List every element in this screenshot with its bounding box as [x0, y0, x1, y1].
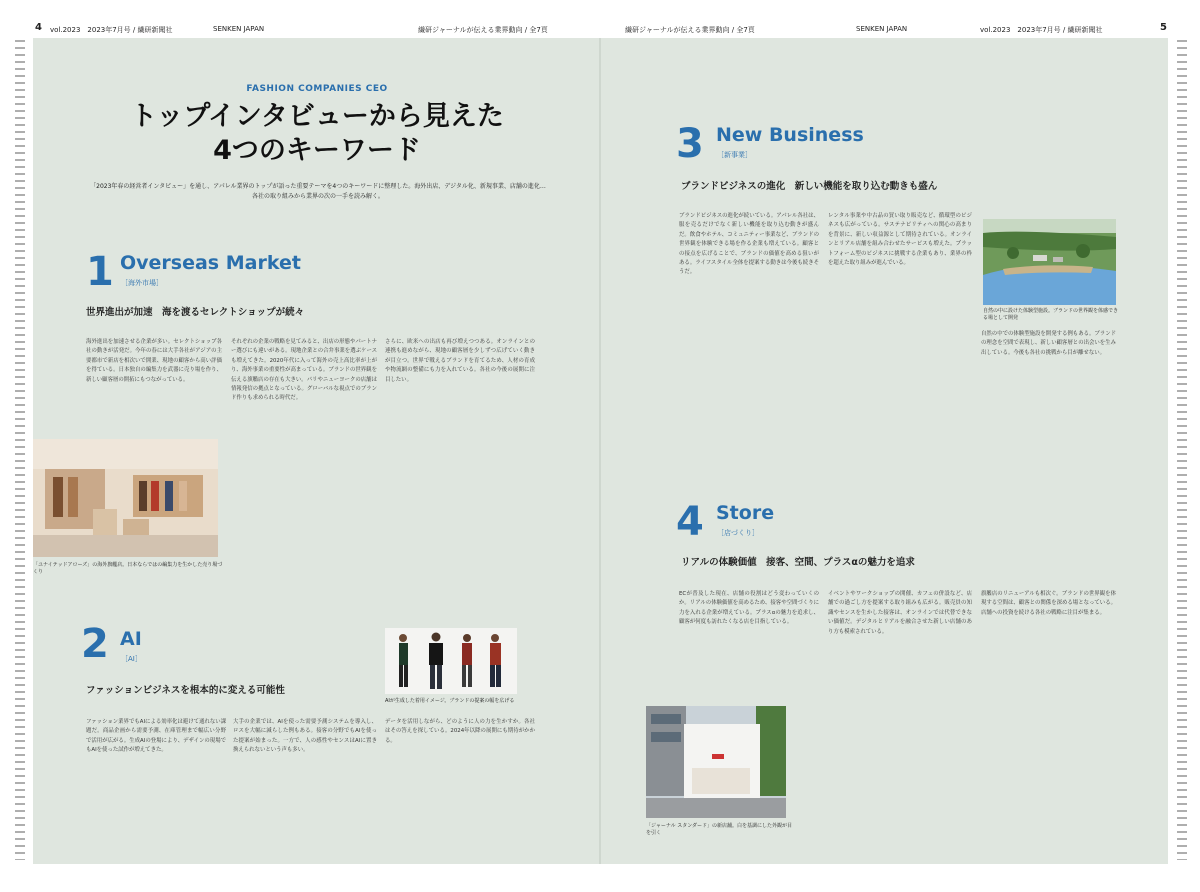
section-1-col-1: 海外進出を加速させる企業が多い。セレクトショップ各社の動きが活発だ。今年の春には大手各社がアジアの主要都市で新店を相次いで開業、現地の顧客から高い評価を得ている。日本独自の編集力を武器に売り場を作り、新しい顧客層の開拓にもつながっている。 — [86, 339, 222, 383]
section-1-number: 1 — [86, 249, 114, 295]
section-4-col-3: 旗艦店のリニューアルも相次ぐ。ブランドの世界観を体現する空間は、顧客との関係を深める場となっている。店舗への投資を続ける各社の戦略に注目が集まる。 — [981, 591, 1116, 616]
right-brand: SENKEN JAPAN — [856, 25, 908, 33]
section-3-number: 3 — [676, 121, 704, 167]
right-issue-info: vol.2023 2023年7月号 / 繊研新聞社 — [980, 26, 1103, 34]
section-2-number: 2 — [81, 621, 109, 667]
left-issue-info: vol.2023 2023年7月号 / 繊研新聞社 — [50, 26, 173, 34]
photo-nature-facility — [983, 219, 1116, 305]
section-2-col-1: ファッション業界でもAIによる効率化は避けて通れない課題だ。商品企画から需要予測、在庫管理まで幅広い分野で活用が広がる。生成AIの登場により、デザインの現場でもAIを使った試作が増えてきた。 — [86, 719, 226, 754]
photo-4-caption: 「ジャーナル スタンダード」の新店舗。白を基調にした外観が目を引く — [646, 823, 793, 836]
section-4-subtitle: ［店づくり］ — [717, 529, 759, 537]
section-1-col-2: それぞれの企業の戦略を見てみると、出店の形態やパートナー選びにも違いがある。現地企業との合弁事業を選ぶケースも増えてきた。2020年代に入って海外の売上高比率が上がり、海外事業の重要性が高まっている。ブランドの世界観を伝える旗艦店の存在も大きい。パリやニューヨークの店舗は情報発信の拠点となっている。グローバルな視点でのブランド作りも求められる時代だ。 — [231, 339, 377, 402]
section-3-col-3: 自然の中での体験型施設を開発する例もある。ブランドの理念を空間で表現し、新しい顧客層との出会いを生み出している。今後も各社の挑戦から目が離せない。 — [981, 331, 1116, 356]
right-margin-text — [1177, 40, 1187, 860]
lead-paragraph: 「2023年春の経営者インタビュー」を通し、アパレル業界のトップが語った重要テーマを4つのキーワードに整理した。海外出店、デジタル化、新規事業、店舗の進化…各社の取り組みから業界の次の一手を読み解く。 — [90, 183, 546, 200]
section-4-title: Store — [716, 502, 775, 524]
photo-store-exterior — [646, 706, 786, 818]
section-1-title: Overseas Market — [120, 252, 301, 274]
section-4-number: 4 — [676, 499, 704, 545]
section-2-headline: ファッションビジネスを根本的に変える可能性 — [86, 685, 285, 696]
left-section-info: 繊研ジャーナルが伝える業界動向 / 全7頁 — [418, 26, 548, 34]
left-brand: SENKEN JAPAN — [213, 25, 265, 33]
kicker: FASHION COMPANIES CEO — [246, 84, 388, 94]
left-page — [33, 38, 601, 864]
photo-1-caption: 「ユナイテッドアローズ」の海外旗艦店。日本ならではの編集力を生かした売り場づくり — [33, 562, 223, 575]
photo-3-caption: 自然の中に設けた体験型施設。ブランドの世界観を体感できる場として開発 — [983, 308, 1119, 321]
section-1-subtitle: ［海外市場］ — [121, 279, 163, 287]
section-4-col-2: イベントやワークショップの開催、カフェの併設など、店舗での過ごし方を提案する取り組みも広がる。販売員の知識やセンスを生かした接客は、オンラインでは代替できない価値だ。デジタルとリアルを融合させた新しい店舗のあり方も模索されている。 — [828, 591, 972, 635]
section-2-col-3: データを活用しながら、どのように人の力を生かすか。各社はその答えを探している。2024年以降の展開にも期待がかかる。 — [385, 719, 535, 744]
page-title — [33, 100, 601, 168]
photo-2-caption: AIが生成した着用イメージ。ブランドの提案の幅を広げる — [385, 698, 515, 704]
section-4-col-1: ECが普及した現在、店舗の役割はどう変わっていくのか。リアルの体験価値を高めるため、接客や空間づくりに力を入れる企業が増えている。プラスαの魅力を追求し、顧客が何度も訪れたくなる店を目指している。 — [679, 591, 819, 626]
section-4-headline: リアルの体験価値 接客、空間、プラスαの魅力を追求 — [681, 557, 915, 568]
section-2-col-2: 大手の企業では、AIを使った需要予測システムを導入し、ロスを大幅に減らした例もある。接客の分野でもAIを使った提案が始まった。一方で、人の感性やセンスはAIに置き換えられないという声も多い。 — [233, 719, 377, 754]
section-2-title: AI — [120, 628, 142, 650]
left-page-number: 4 — [35, 22, 42, 33]
section-1-col-3: さらに、欧米への出店も再び増えつつある。オンラインとの連携も進めながら、現地の顧客層を少しずつ広げていく動きが目立つ。世界で戦えるブランドを育てるため、人材の育成や物流網の整備にも力を入れている。各社の今後の展開に注目したい。 — [385, 339, 535, 383]
photo-ai-models — [385, 628, 517, 694]
section-3-title: New Business — [716, 124, 864, 146]
section-3-col-1: ブランドビジネスの進化が続いている。アパレル各社は、服を売るだけでなく新しい機能を取り込む動きが盛んだ。飲食やホテル、コミュニティー事業など、ブランドの世界観を体験できる場を作る企業も増えている。顧客との接点を広げることで、ブランドの価値を高める狙いがある。ライフスタイル全体を提案する動きは今後も続きそうだ。 — [679, 213, 819, 276]
section-1-headline: 世界進出が加速 海を渡るセレクトショップが続々 — [86, 307, 305, 318]
section-3-headline: ブランドビジネスの進化 新しい機能を取り込む動きも盛ん — [681, 181, 938, 192]
left-margin-text — [15, 40, 25, 860]
section-3-subtitle: ［新事業］ — [717, 151, 752, 159]
right-page — [601, 38, 1168, 864]
title-line-2: 4つのキーワード — [213, 135, 421, 166]
right-section-info: 繊研ジャーナルが伝える業界動向 / 全7頁 — [625, 26, 755, 34]
right-page-number: 5 — [1160, 22, 1167, 33]
section-2-subtitle: ［AI］ — [121, 655, 142, 663]
section-3-col-2: レンタル事業や中古品の買い取り販売など、循環型のビジネスも広がっている。サステナビリティへの関心の高まりを背景に、新しい収益源として期待されている。オンラインとリアル店舗を組み合わせたサービスも増えた。プラットフォーム型のビジネスに挑戦する企業もあり、業界の枠を超えた取り組みが進んでいる。 — [828, 213, 972, 267]
photo-store-interior — [33, 439, 218, 557]
title-line-1: トップインタビューから見えた — [130, 101, 504, 132]
